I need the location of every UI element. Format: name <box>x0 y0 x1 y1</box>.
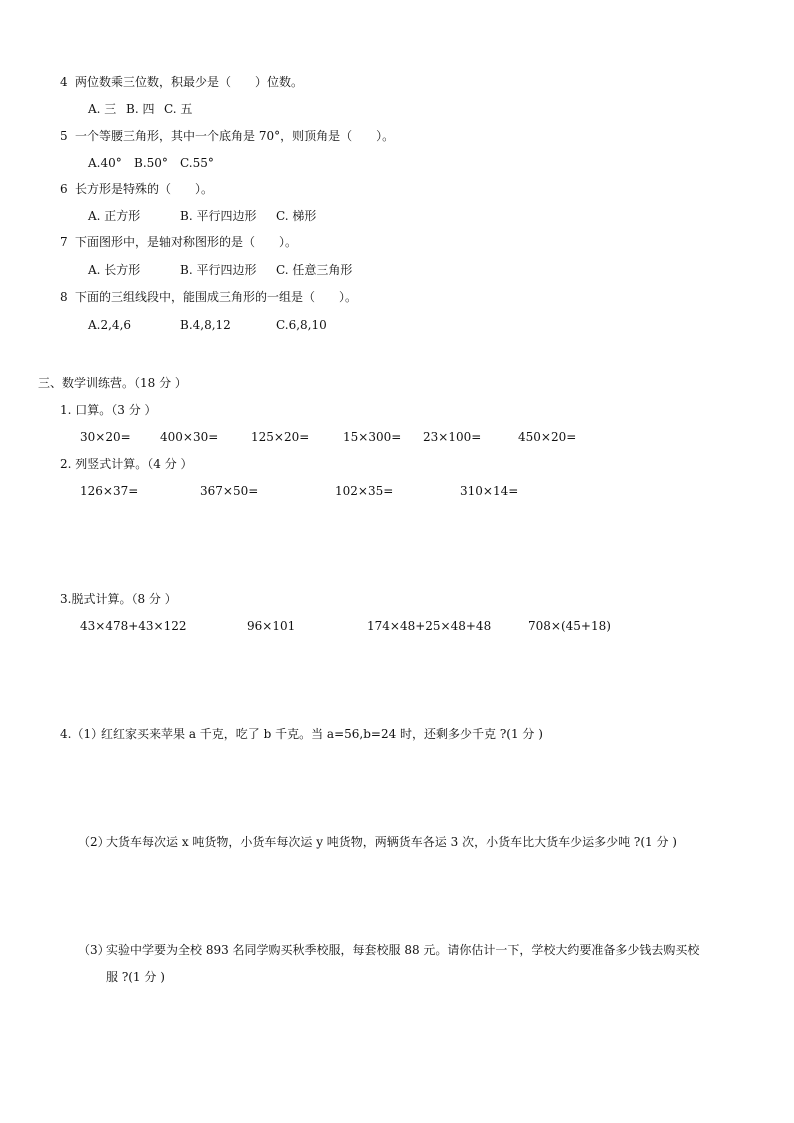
problem-text: 红红家买来苹果 a 千克，吃了 b 千克。当 a=56,b=24 时，还剩多少千克 ?(1 分 ) <box>101 727 543 741</box>
question-number: 6 <box>60 182 68 196</box>
vertical-item: 126×37= <box>80 484 139 498</box>
problem-text-continuation: 服 ?(1 分 ) <box>106 970 165 984</box>
problem-label: （2） <box>78 835 110 849</box>
option-a: A.2,4,6 <box>88 318 132 332</box>
question-text: 一个等腰三角形，其中一个底角是 70°，则顶角是（ ）。 <box>75 129 395 143</box>
vertical-item: 102×35= <box>335 484 394 498</box>
stepwise-heading: 3.脱式计算。（8 分 ） <box>60 592 177 606</box>
option-a: A. 长方形 <box>88 263 141 277</box>
vertical-heading: 2. 列竖式计算。（4 分 ） <box>60 457 193 471</box>
question-text: 两位数乘三位数，积最少是（ ）位数。 <box>75 75 304 89</box>
option-b: B. 平行四边形 <box>180 263 257 277</box>
question-number: 4 <box>60 75 68 89</box>
question-text: 长方形是特殊的（ ）。 <box>75 182 214 196</box>
question-number: 8 <box>60 290 68 304</box>
option-c: C.6,8,10 <box>276 318 327 332</box>
stepwise-item: 708×(45+18) <box>528 619 611 633</box>
question-number: 5 <box>60 129 68 143</box>
section-title: 三、数学训练营。（18 分 ） <box>38 376 187 390</box>
option-a: A.40° <box>88 156 122 170</box>
vertical-item: 310×14= <box>460 484 519 498</box>
problem-label: （3） <box>78 943 110 957</box>
question-text: 下面图形中，是轴对称图形的是（ ）。 <box>75 235 298 249</box>
problem-text: 大货车每次运 x 吨货物，小货车每次运 y 吨货物，两辆货车各运 3 次，小货车比大货车少运多少吨 ?(1 分 ) <box>106 835 677 849</box>
oral-item: 450×20= <box>518 430 577 444</box>
oral-item: 15×300= <box>343 430 402 444</box>
option-b: B. 平行四边形 <box>180 209 257 223</box>
option-c: C. 任意三角形 <box>276 263 353 277</box>
oral-item: 23×100= <box>423 430 482 444</box>
oral-item: 125×20= <box>251 430 310 444</box>
option-c: C.55° <box>180 156 214 170</box>
vertical-item: 367×50= <box>200 484 259 498</box>
option-b: B.4,8,12 <box>180 318 231 332</box>
stepwise-item: 96×101 <box>247 619 296 633</box>
problem-label: 4.（1） <box>60 727 104 741</box>
stepwise-item: 174×48+25×48+48 <box>367 619 492 633</box>
option-a: A. 正方形 <box>88 209 141 223</box>
oral-heading: 1. 口算。（3 分 ） <box>60 403 157 417</box>
option-c: C. 五 <box>164 102 193 116</box>
question-text: 下面的三组线段中，能围成三角形的一组是（ ）。 <box>75 290 358 304</box>
option-a: A. 三 <box>88 102 117 116</box>
option-b: B. 四 <box>126 102 155 116</box>
option-b: B.50° <box>134 156 168 170</box>
oral-item: 400×30= <box>160 430 219 444</box>
oral-item: 30×20= <box>80 430 131 444</box>
question-number: 7 <box>60 235 68 249</box>
problem-text: 实验中学要为全校 893 名同学购买秋季校服，每套校服 88 元。请你估计一下，学校大约要准备多少钱去购买校 <box>106 943 700 957</box>
stepwise-item: 43×478+43×122 <box>80 619 187 633</box>
option-c: C. 梯形 <box>276 209 317 223</box>
